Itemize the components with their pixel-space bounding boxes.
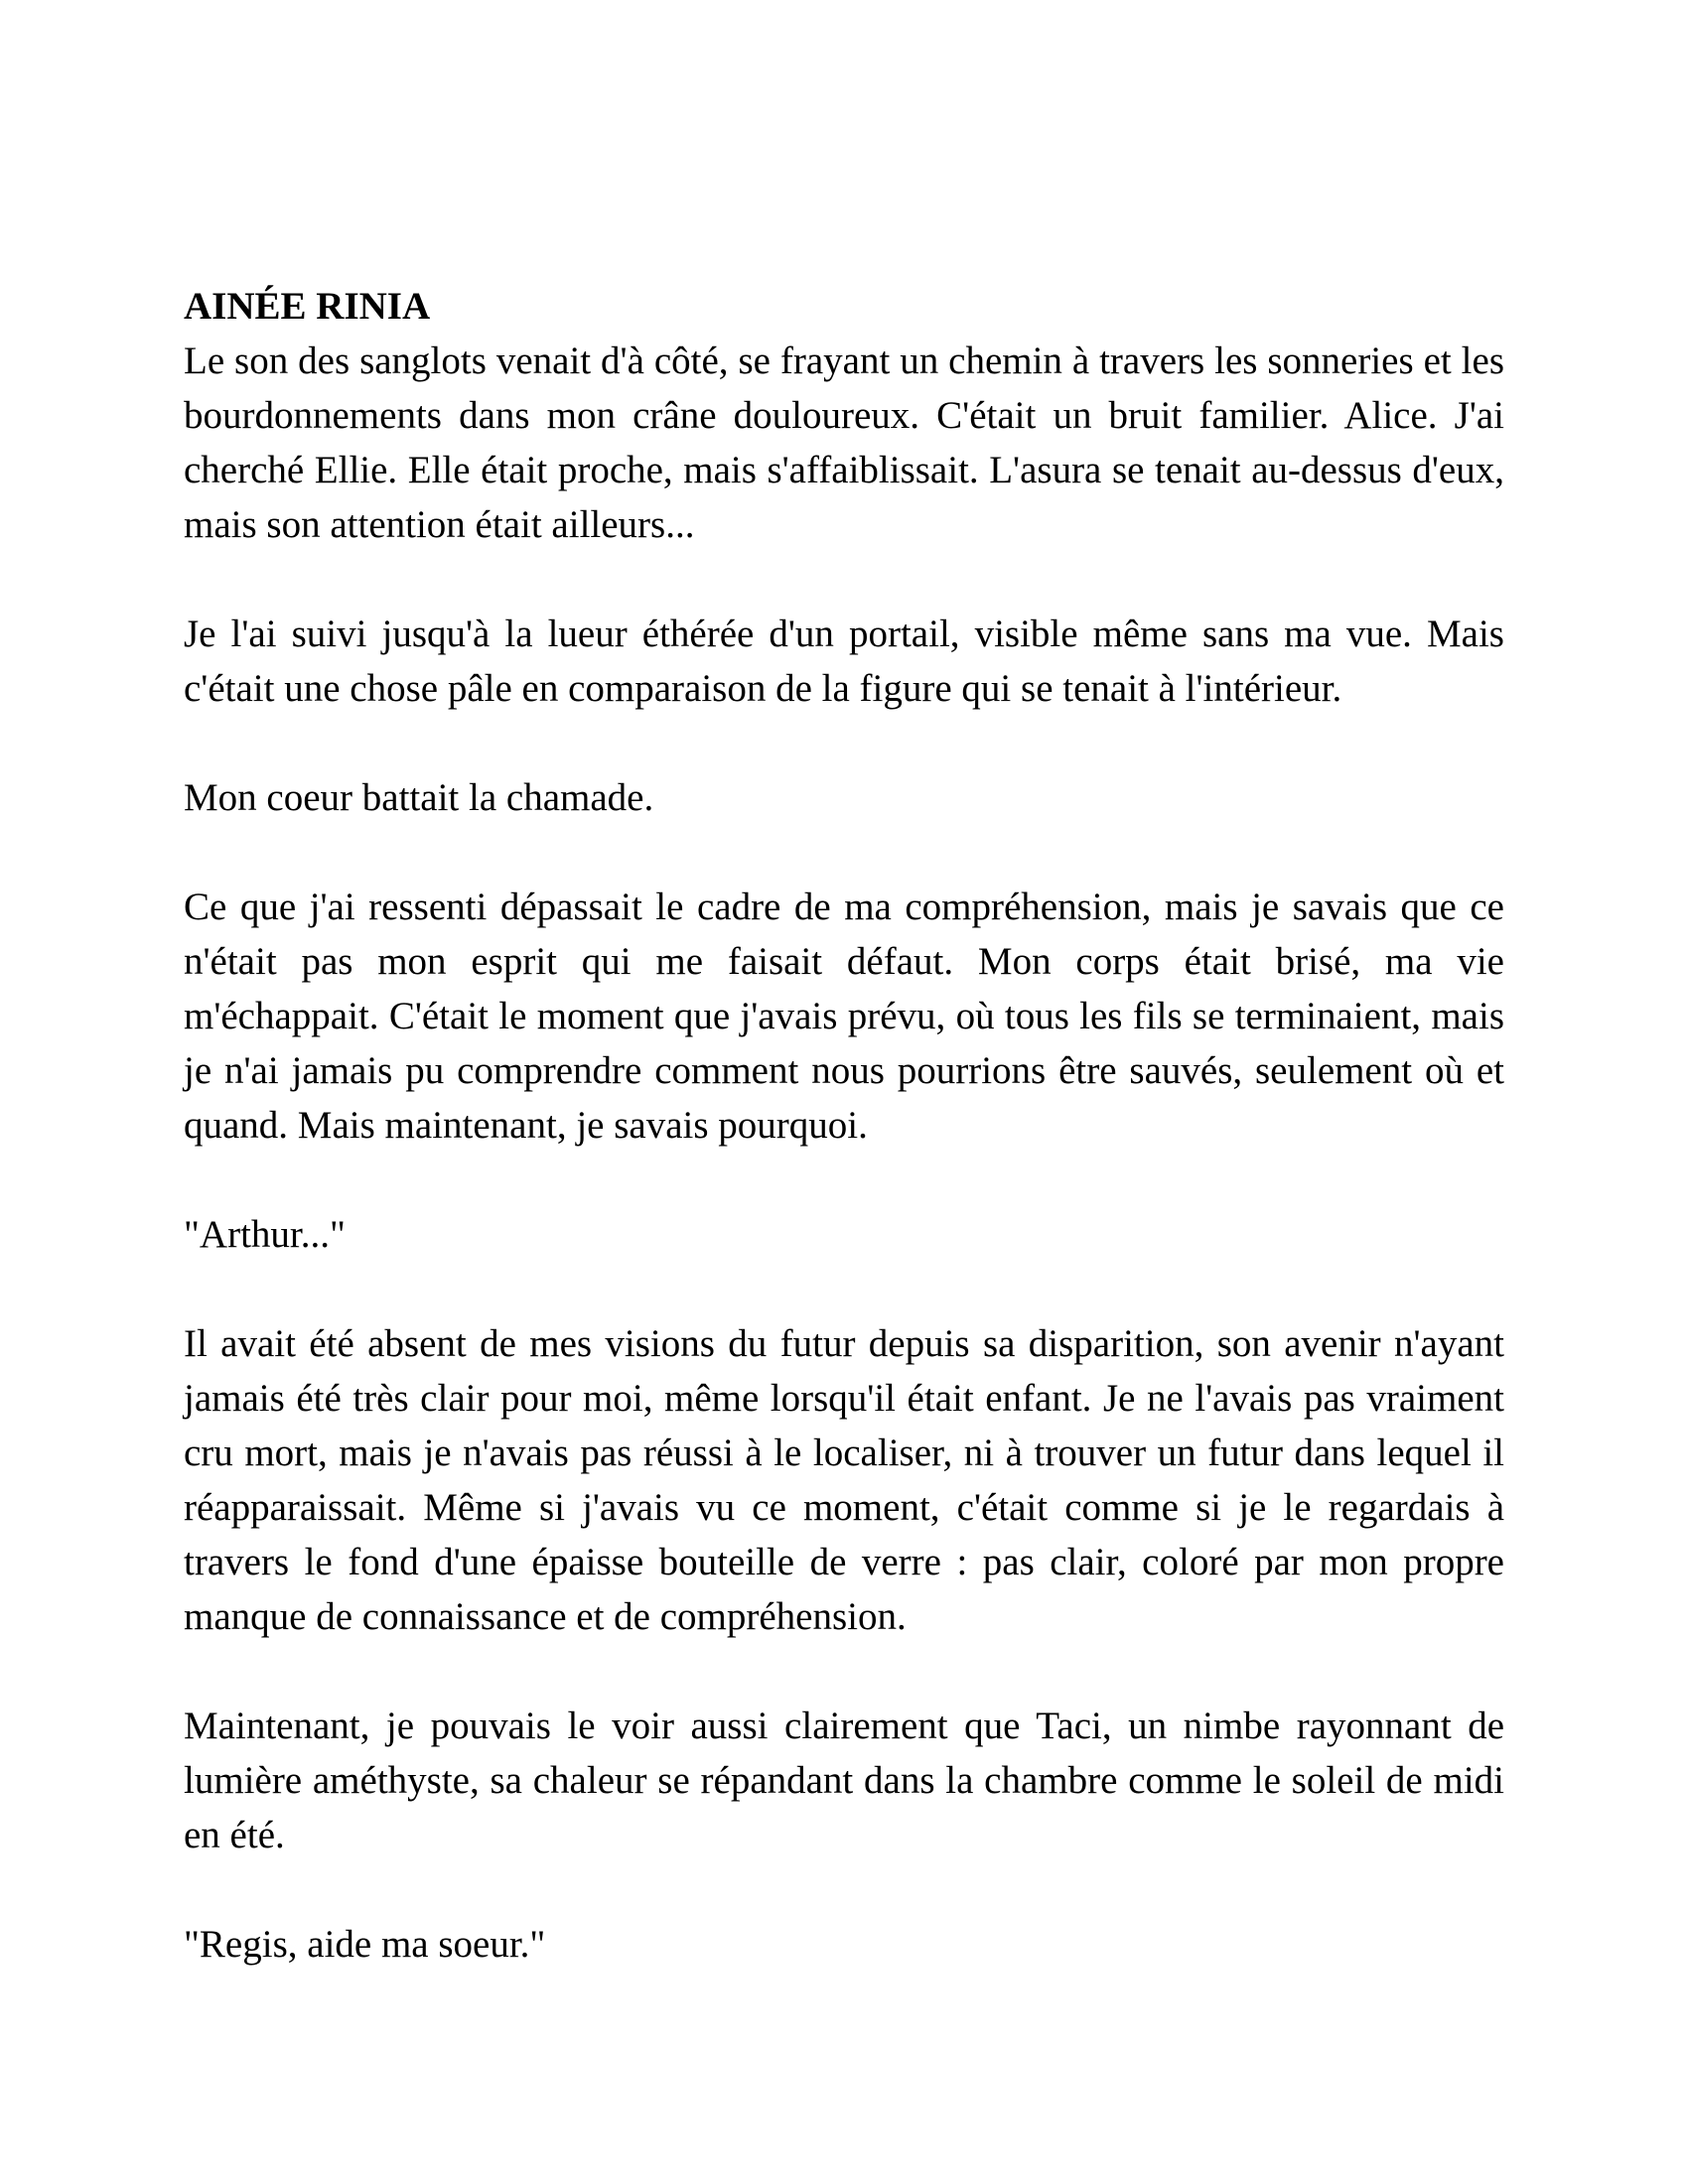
chapter-heading: AINÉE RINIA [184, 285, 431, 328]
paragraph-quote: "Regis, aide ma soeur." [184, 1923, 546, 1966]
paragraph: Il avait été absent de mes visions du futur depuis sa disparition, son avenir n'ayant jamais été très clair pour moi, même lorsqu'il était enfant. Je ne l'avais pas vraiment cru mort, mais je n'avais pas réussi à le localiser, ni à trouver un futur dans lequel il réapparaissait. Même si j'avais vu ce moment, c'était comme si je le regardais à travers le fond d'une épaisse bouteille de verre : pas clair, coloré par mon propre manque de connaissance et de compréhension. [184, 1322, 1504, 1638]
paragraph: Ce que j'ai ressenti dépassait le cadre de ma compréhension, mais je savais que ce n'était pas mon esprit qui me faisait défaut. Mon corps était brisé, ma vie m'échappait. C'était le moment que j'avais prévu, où tous les fils se terminaient, mais je n'ai jamais pu comprendre comment nous pourrions être sauvés, seulement où et quand. Mais maintenant, je savais pourquoi. [184, 886, 1504, 1147]
paragraph: Mon coeur battait la chamade. [184, 776, 654, 819]
paragraph: Je l'ai suivi jusqu'à la lueur éthérée d'un portail, visible même sans ma vue. Mais c'était une chose pâle en comparaison de la figure qui se tenait à l'intérieur. [184, 613, 1504, 710]
paragraph-quote: "Arthur..." [184, 1213, 346, 1256]
paragraph: Maintenant, je pouvais le voir aussi clairement que Taci, un nimbe rayonnant de lumière améthyste, sa chaleur se répandant dans la chambre comme le soleil de midi en été. [184, 1705, 1504, 1856]
paragraph: Le son des sanglots venait d'à côté, se frayant un chemin à travers les sonneries et les bourdonnements dans mon crâne douloureux. C'était un bruit familier. Alice. J'ai cherché Ellie. Elle était proche, mais s'affaiblissait. L'asura se tenait au-dessus d'eux, mais son attention était ailleurs... [184, 340, 1504, 546]
